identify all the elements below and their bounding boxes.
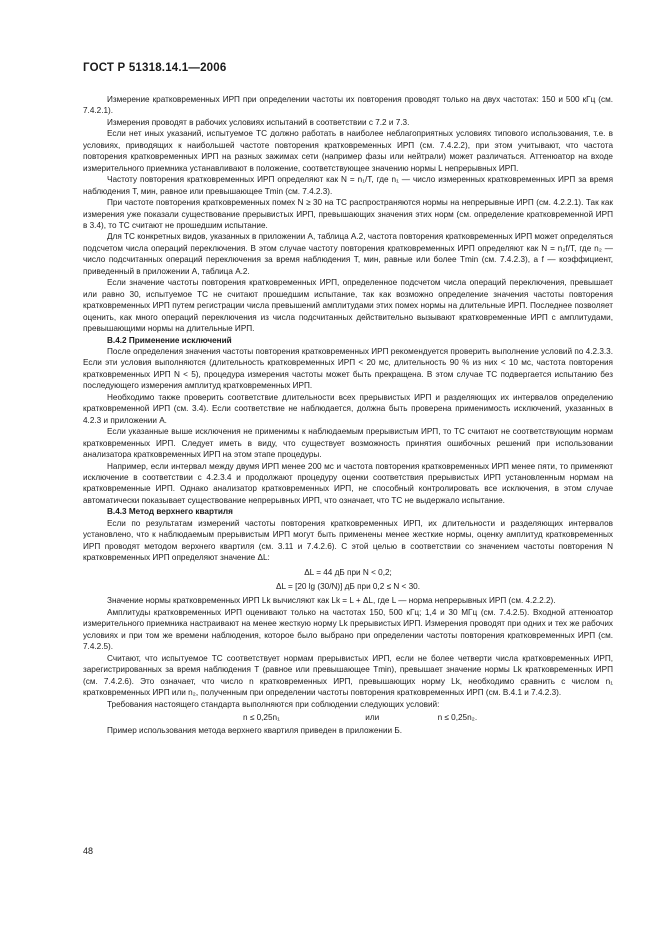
standard-header: ГОСТ Р 51318.14.1—2006	[83, 62, 227, 74]
paragraph: Например, если интервал между двумя ИРП менее 200 мс и частота повторения кратковременных ИРП менее пяти, то применяют исключение в соответствии с 4.2.3.4 и продолжают процедуру оценки соответствия прерывистых ИРП установленным нормам на кратковременные ИРП. Однако анализатор кратковременных ИРП, не способный контролировать все исключения, в этом случае автоматически показывает существование непрерывных ИРП, что означает, что ТС не выдержало испытание.	[83, 461, 613, 505]
formula-delta-l-low: ΔL = 44 дБ при N < 0,2;	[304, 567, 392, 577]
paragraph: Необходимо также проверить соответствие длительности всех прерывистых ИРП и разделяющих их интервалов определению кратковременной ИРП (см. 3.4). Если соответствие не наблюдается, должна быть проверена применимость исключений, указанных в 4.2.3 и приложении А.	[83, 392, 613, 425]
condition-n1: n ≤ 0,25n₁	[243, 713, 280, 723]
paragraph: Считают, что испытуемое ТС соответствует нормам прерывистых ИРП, если не более четверти числа кратковременных ИРП, зарегистрированных за время наблюдения T (равное или превышающее Tmin), превышает значение нормы Lk кратковременных ИРП (см. 7.4.2.6). Это означает, что число n кратковременных ИРП, превышающих норму Lk, необходимо сравнить с числом n₁ кратковременных ИРП или n₂, полученным при определении частоты повторения кратковременных ИРП (см. В.4.1 и 7.4.2.3).	[83, 653, 613, 698]
conditions-line	[83, 712, 613, 723]
paragraph: После определения значения частоты повторения кратковременных ИРП рекомендуется проверить выполнение условий по 4.2.3.3. Если эти условия выполняются (длительность кратковременных ИРП < 20 мс, длительность 90 % из них < 10 мс, частота повторения кратковременных ИРП N < 5), процедура измерения частоты может быть прекращена. В этом случае ТС подвергается испытанию без последующего измерения амплитуд кратковременных ИРП.	[83, 346, 613, 391]
paragraph: Значение нормы кратковременных ИРП Lk вычисляют как Lk = L + ΔL, где L — норма непрерывных ИРП (см. 4.2.2.2).	[107, 596, 556, 606]
condition-n2: n ≤ 0,25n₂.	[437, 713, 478, 723]
paragraph: Если по результатам измерений частоты повторения кратковременных ИРП, их длительности и разделяющих интервалов установлено, что к наблюдаемым прерывистым ИРП могут быть применены менее жесткие нормы, оценку амплитуд кратковременных ИРП проводят методом верхнего квартиля (см. 3.11 и 7.4.2.6). С этой целью в соответствии со значением частоты повторения N кратковременных ИРП определяют значение ΔL:	[83, 518, 613, 563]
paragraph: Если указанные выше исключения не применимы к наблюдаемым прерывистым ИРП, то ТС считают не соответствующим нормам кратковременных ИРП. Следует иметь в виду, что существует возможность принятия ошибочных решений при использовании анализатора кратковременных ИРП на этом этапе процедуры.	[83, 427, 613, 460]
paragraph: Требования настоящего стандарта выполняются при соблюдении следующих условий:	[107, 699, 440, 709]
paragraph: Для ТС конкретных видов, указанных в приложении А, таблица А.2, частота повторения кратковременных ИРП может определяться подсчетом числа операций переключения. В этом случае частоту повторения кратковременных ИРП определяют как N = n₂f/T, где n₂ — число подсчитанных операций переключения за время наблюдения T, мин, равные или более Tmin (см. 7.4.2.3), а f — коэффициент, приведенный в приложении А, таблица А.2.	[83, 232, 613, 276]
paragraph: Измерение кратковременных ИРП при определении частоты их повторения проводят только на двух частотах: 150 и 500 кГц (см. 7.4.2.1).	[83, 95, 613, 116]
paragraph: При частоте повторения кратковременных помех N ≥ 30 на ТС распространяются нормы на непрерывные ИРП (см. 4.2.2.1). Так как измерения уже показали существование прерывистых ИРП, превышающих значения этих норм (см. определение кратковременной ИРП в 3.4), то ТС считают не прошедшим испытание.	[83, 198, 613, 230]
paragraph: Амплитуды кратковременных ИРП оценивают только на частотах 150, 500 кГц; 1,4 и 30 МГц (см. 7.4.2.5). Входной аттенюатор измерительного приемника настраивают на менее жесткую норму Lk прерывистых ИРП. Измерения проводят при одних и тех же рабочих условиях и при том же времени наблюдения, которое было выбрано при определении частоты повторения кратковременных ИРП (см. 7.4.2.5).	[83, 607, 613, 652]
paragraph: Измерения проводят в рабочих условиях испытаний в соответствии с 7.2 и 7.3.	[107, 117, 410, 127]
condition-or: или	[365, 713, 380, 723]
paragraph: Пример использования метода верхнего квартиля приведен в приложении Б.	[107, 726, 403, 736]
page-number: 48	[83, 846, 94, 856]
paragraph: Частоту повторения кратковременных ИРП определяют как N = n₁/T, где n₁ — число измеренных кратковременных ИРП за время наблюдения T, мин, равное или превышающее Tmin (см. 7.4.2.3).	[83, 175, 613, 196]
paragraph: Если нет иных указаний, испытуемое ТС должно работать в наиболее неблагоприятных условиях типового использования, т.е. в условиях, приводящих к наибольшей частоте повторения кратковременных ИРП (см. 7.4.2.2), при этом учитывают, что частота повторения кратковременных ИРП на разных зажимах сети (например фазы или нейтрали) может различаться. Аттенюатор на входе измерительного приемника устанавливают в положение, соответствующее значению нормы L непрерывных ИРП.	[83, 129, 613, 173]
section-heading-b43: В.4.3 Метод верхнего квартиля	[107, 507, 233, 517]
paragraph: Если значение частоты повторения кратковременных ИРП, определенное подсчетом числа операций переключения, превышает или равно 30, испытуемое ТС не считают прошедшим испытание, так как возможно определение значения частоты повторения кратковременных ИРП путем регистрации числа превышений амплитудами этих помех нормы на длительные ИРП. Последнее позволяет оценить, как много операций переключения из числа подсчитанных действительно вызывают кратковременные ИРП с амплитудами, превышающими нормы на длительные ИРП.	[83, 278, 613, 334]
document-body	[83, 94, 613, 737]
formula-delta-l-range: ΔL = [20 lg (30/N)] дБ при 0,2 ≤ N < 30.	[276, 582, 420, 592]
section-heading-b42: В.4.2 Применение исключений	[107, 335, 232, 345]
